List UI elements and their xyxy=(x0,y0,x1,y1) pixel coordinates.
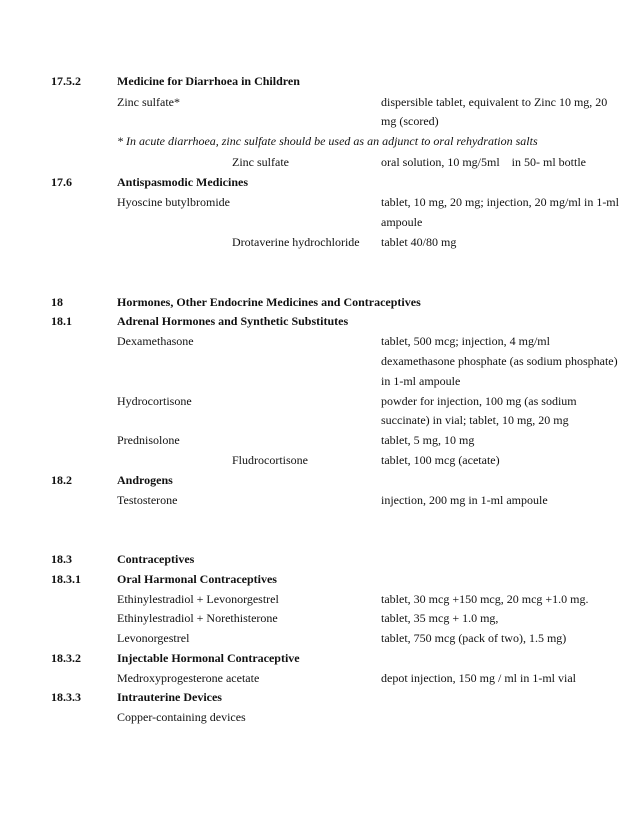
medicine-name: Dexamethasone xyxy=(117,334,194,348)
section-title: Antispasmodic Medicines xyxy=(117,175,249,189)
medicine-name: Zinc sulfate xyxy=(232,155,289,169)
medicine-form: tablet, 5 mg, 10 mg xyxy=(381,433,475,447)
medicine-name: Hydrocortisone xyxy=(117,394,192,408)
medicine-form: oral solution, 10 mg/5ml in 50- ml bottle xyxy=(381,155,586,169)
medicine-form: tablet, 750 mcg (pack of two), 1.5 mg) xyxy=(381,631,567,645)
medicine-form: in 1-ml ampoule xyxy=(381,374,461,388)
medicine-form: tablet, 10 mg, 20 mg; injection, 20 mg/ml in 1-ml xyxy=(381,195,619,209)
section-number: 18 xyxy=(51,295,63,309)
medicine-form: dexamethasone phosphate (as sodium phosphate) xyxy=(381,354,618,368)
section-number: 18.3.3 xyxy=(51,690,81,704)
section-title: Hormones, Other Endocrine Medicines and Contraceptives xyxy=(117,295,421,309)
medicine-form: ampoule xyxy=(381,215,423,229)
medicine-name: Copper-containing devices xyxy=(117,710,246,724)
medicine-name: Hyoscine butylbromide xyxy=(117,195,230,209)
section-title: Adrenal Hormones and Synthetic Substitutes xyxy=(117,314,349,328)
section-title: Androgens xyxy=(117,473,173,487)
medicine-name: Testosterone xyxy=(117,493,178,507)
section-number: 17.5.2 xyxy=(51,74,81,88)
medicine-form: depot injection, 150 mg / ml in 1-ml vial xyxy=(381,671,576,685)
section-title: Injectable Hormonal Contraceptive xyxy=(117,651,300,665)
medicine-form: tablet, 35 mcg + 1.0 mg, xyxy=(381,611,499,625)
section-title: Medicine for Diarrhoea in Children xyxy=(117,74,300,88)
footnote: * In acute diarrhoea, zinc sulfate should be used as an adjunct to oral rehydration salts xyxy=(117,134,538,148)
medicine-name: Ethinylestradiol + Levonorgestrel xyxy=(117,592,279,606)
section-title: Contraceptives xyxy=(117,552,195,566)
medicine-form: mg (scored) xyxy=(381,114,439,128)
medicine-form: tablet, 100 mcg (acetate) xyxy=(381,453,500,467)
medicine-name: Ethinylestradiol + Norethisterone xyxy=(117,611,278,625)
section-number: 18.3.1 xyxy=(51,572,81,586)
medicine-form: tablet 40/80 mg xyxy=(381,235,457,249)
medicine-name: Prednisolone xyxy=(117,433,180,447)
medicine-name: Fludrocortisone xyxy=(232,453,308,467)
medicine-form: tablet, 500 mcg; injection, 4 mg/ml xyxy=(381,334,550,348)
medicine-form: tablet, 30 mcg +150 mcg, 20 mcg +1.0 mg. xyxy=(381,592,589,606)
medicine-name: Levonorgestrel xyxy=(117,631,190,645)
section-number: 18.2 xyxy=(51,473,72,487)
medicine-form: dispersible tablet, equivalent to Zinc 10 mg, 20 xyxy=(381,95,608,109)
section-number: 18.3 xyxy=(51,552,72,566)
medicine-name: Medroxyprogesterone acetate xyxy=(117,671,260,685)
section-number: 18.3.2 xyxy=(51,651,81,665)
medicine-form: succinate) in vial; tablet, 10 mg, 20 mg xyxy=(381,413,569,427)
medicine-name: Zinc sulfate* xyxy=(117,95,180,109)
section-number: 17.6 xyxy=(51,175,72,189)
medicine-form: powder for injection, 100 mg (as sodium xyxy=(381,394,577,408)
section-number: 18.1 xyxy=(51,314,72,328)
medicine-name: Drotaverine hydrochloride xyxy=(232,235,360,249)
medicine-form: injection, 200 mg in 1-ml ampoule xyxy=(381,493,548,507)
section-title: Oral Harmonal Contraceptives xyxy=(117,572,277,586)
section-title: Intrauterine Devices xyxy=(117,690,222,704)
